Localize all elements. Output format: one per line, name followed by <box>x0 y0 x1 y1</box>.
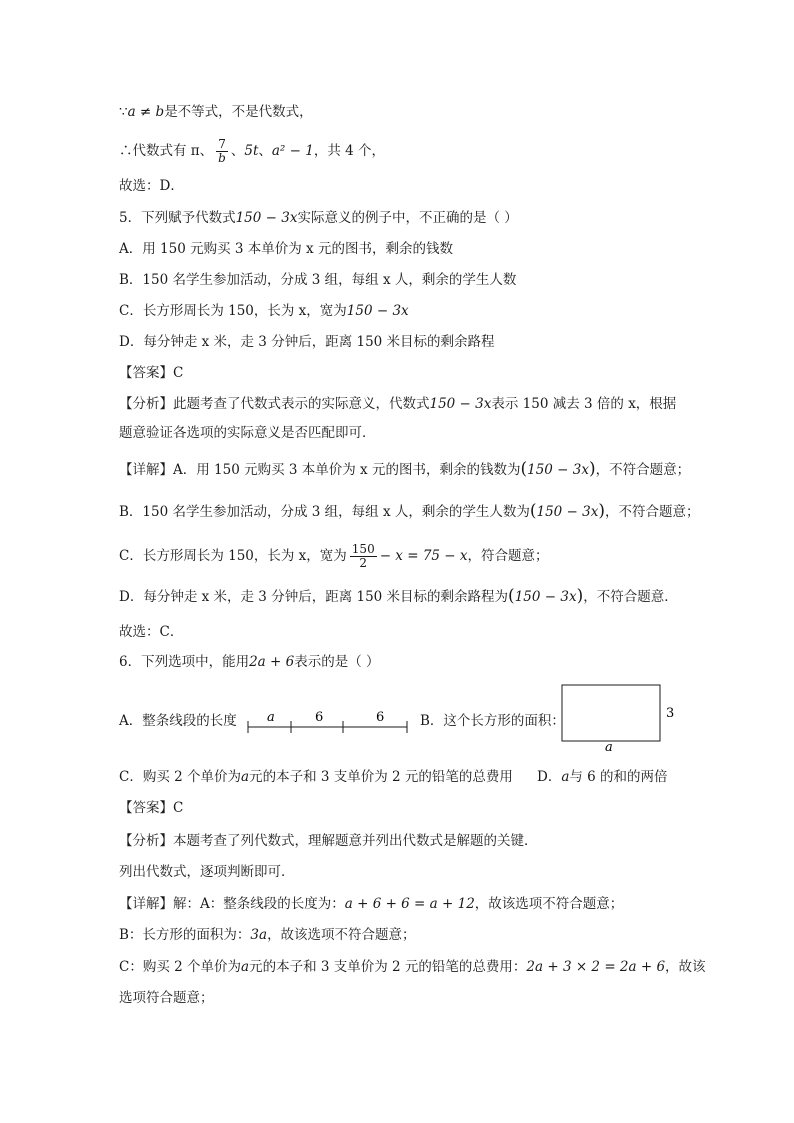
segment-label-6: 6 <box>315 710 324 725</box>
q6-option-a-text: A．整条线段的长度 <box>119 713 237 729</box>
q5-option-b: B．150 名学生参加活动，分成 3 组，每组 x 人，剩余的学生人数 <box>119 272 517 288</box>
q6-option-c: C．购买 2 个单价为a元的本子和 3 支单价为 2 元的铅笔的总费用 <box>119 769 513 785</box>
q5-detail-a: 【详解】A．用 150 元购买 3 本单价为 x 元的图书，剩余的钱数为(150 − 3x)，不符合题意； <box>119 459 691 479</box>
q6-detail-c-cont: 选项符合题意； <box>119 990 214 1006</box>
rectangle-shape <box>562 685 660 741</box>
q5-detail-b: B．150 名学生参加活动，分成 3 组，每组 x 人，剩余的学生人数为(150 − 3x)，不符合题意； <box>119 501 700 521</box>
q5-answer: 【答案】C <box>119 365 184 381</box>
q6-stem: 6．下列选项中，能用2a + 6表示的是（ ） <box>119 654 380 670</box>
q5-detail-d: D．每分钟走 x 米，走 3 分钟后，距离 150 米目标的剩余路程为(150 − 3x)，不符合题意． <box>119 586 678 606</box>
q5-analysis-cont: 题意验证各选项的实际意义是否匹配即可． <box>119 425 376 441</box>
line-not-expression: ∵a ≠ b是不等式，不是代数式， <box>119 104 313 120</box>
q6-answer: 【答案】C <box>119 800 184 816</box>
segment-label-6: 6 <box>376 710 385 725</box>
q5-stem: 5．下列赋予代数式150 − 3x实际意义的例子中，不正确的是（ ） <box>119 210 518 226</box>
fraction-150-over-2: $\frac{150}{2}$ <box>351 542 375 570</box>
q5-analysis: 【分析】此题考查了代数式表示的实际意义，代数式150 − 3x表示 150 减去 3 倍的 x，根据 <box>119 396 677 412</box>
line-expression-list: ∴代数式有 π、 $\frac{7}{b}$ 、5t、a² − 1，共 4 个， <box>119 137 385 165</box>
fraction-7-over-b: $\frac{7}{b}$ <box>218 137 226 165</box>
line-choose-d: 故选：D． <box>119 178 184 194</box>
line-segment-figure <box>245 705 415 735</box>
q5-detail-c: C．长方形周长为 150，长为 x，宽为 $\frac{150}{2}$ − x = 75 − x，符合题意； <box>119 542 549 570</box>
rectangle-bottom-label: a <box>605 740 613 753</box>
q5-option-a: A．用 150 元购买 3 本单价为 x 元的图书，剩余的钱数 <box>119 241 453 257</box>
q5-choose: 故选：C． <box>119 624 184 640</box>
q5-option-c: C．长方形周长为 150，长为 x，宽为150 − 3x <box>119 303 409 319</box>
q6-analysis: 【分析】本题考查了列代数式，理解题意并列出代数式是解题的关键． <box>119 833 538 849</box>
q6-option-b-text: B．这个长方形的面积： <box>420 713 565 729</box>
q6-analysis-cont: 列出代数式，逐项判断即可． <box>119 864 295 880</box>
q6-detail-c: C：购买 2 个单价为a元的本子和 3 支单价为 2 元的铅笔的总费用：2a + 3 × 2 = 2a + 6，故该 <box>119 959 706 975</box>
q6-detail-b: B：长方形的面积为：3a，故该选项不符合题意； <box>119 927 416 943</box>
rectangle-figure <box>560 683 680 753</box>
segment-label-a: a <box>267 710 275 725</box>
q5-option-d: D．每分钟走 x 米，走 3 分钟后，距离 150 米目标的剩余路程 <box>119 334 495 350</box>
rectangle-side-label: 3 <box>666 706 675 721</box>
q6-detail-a: 【详解】解：A：整条线段的长度为：a + 6 + 6 = a + 12，故该选项不符合题意； <box>119 896 624 912</box>
q6-option-d: D．a与 6 的和的两倍 <box>537 769 668 785</box>
